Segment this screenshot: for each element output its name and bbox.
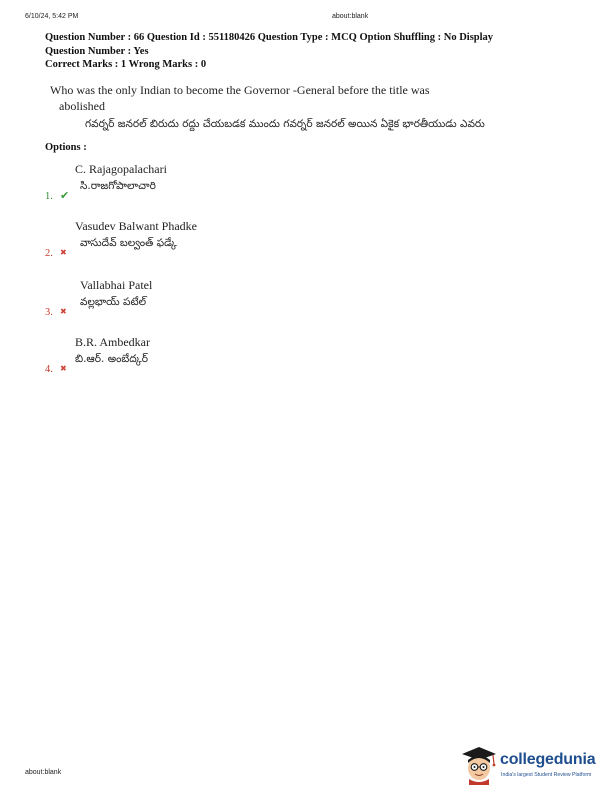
print-header bbox=[25, 13, 587, 23]
footer-url: about:blank bbox=[25, 769, 62, 776]
graduate-mascot-icon bbox=[460, 745, 498, 785]
meta-line-2: Question Number : Yes bbox=[45, 45, 149, 57]
option-telugu: బి.ఆర్. అంబేద్కర్ bbox=[75, 353, 148, 365]
option-english: B.R. Ambedkar bbox=[75, 335, 150, 349]
question-english-line-1: Who was the only Indian to become the Governor -General before the title was bbox=[50, 83, 430, 97]
option-english: Vallabhai Patel bbox=[80, 278, 153, 292]
option-number: 3. bbox=[45, 307, 53, 318]
meta-line-1: Question Number : 66 Question Id : 551180426 Question Type : MCQ Option Shuffling : No Display bbox=[45, 32, 494, 43]
option-telugu: వల్లభాయ్ పటేల్ bbox=[80, 296, 147, 308]
option-4 bbox=[45, 335, 345, 375]
option-2 bbox=[45, 219, 345, 259]
brand-logo bbox=[460, 745, 608, 785]
question-english-line-2: abolished bbox=[59, 99, 105, 113]
option-3 bbox=[45, 278, 345, 318]
option-english: Vasudev Balwant Phadke bbox=[75, 219, 197, 233]
question-telugu: గవర్నర్ జనరల్ బిరుదు రద్దు చేయబడక ముందు గవర్నర్ జనరల్ అయిన ఏకైక భారతీయుడు ఎవరు bbox=[85, 118, 485, 130]
option-number: 2. bbox=[45, 248, 53, 259]
print-url: about:blank bbox=[332, 13, 369, 20]
option-number: 1. bbox=[45, 191, 53, 202]
meta-line-3: Correct Marks : 1 Wrong Marks : 0 bbox=[45, 59, 207, 70]
option-telugu: వాసుదేవ్ బల్వంత్ ఫడ్కే bbox=[80, 237, 177, 249]
question-text bbox=[50, 82, 570, 132]
check-icon: ✔ bbox=[60, 189, 70, 202]
cross-icon: ✖ bbox=[60, 248, 67, 257]
brand-name: collegedunia bbox=[500, 751, 596, 768]
option-english: C. Rajagopalachari bbox=[75, 162, 167, 176]
cross-icon: ✖ bbox=[60, 364, 67, 373]
options-label: Options : bbox=[45, 142, 87, 153]
print-date: 6/10/24, 5:42 PM bbox=[25, 13, 79, 20]
option-telugu: సి.రాజగోపాలాచారి bbox=[80, 180, 156, 192]
cross-icon: ✖ bbox=[60, 307, 67, 316]
option-number: 4. bbox=[45, 364, 53, 375]
brand-tagline: India's largest Student Review Platform bbox=[501, 772, 592, 778]
option-1 bbox=[45, 162, 345, 202]
question-meta bbox=[45, 31, 585, 72]
